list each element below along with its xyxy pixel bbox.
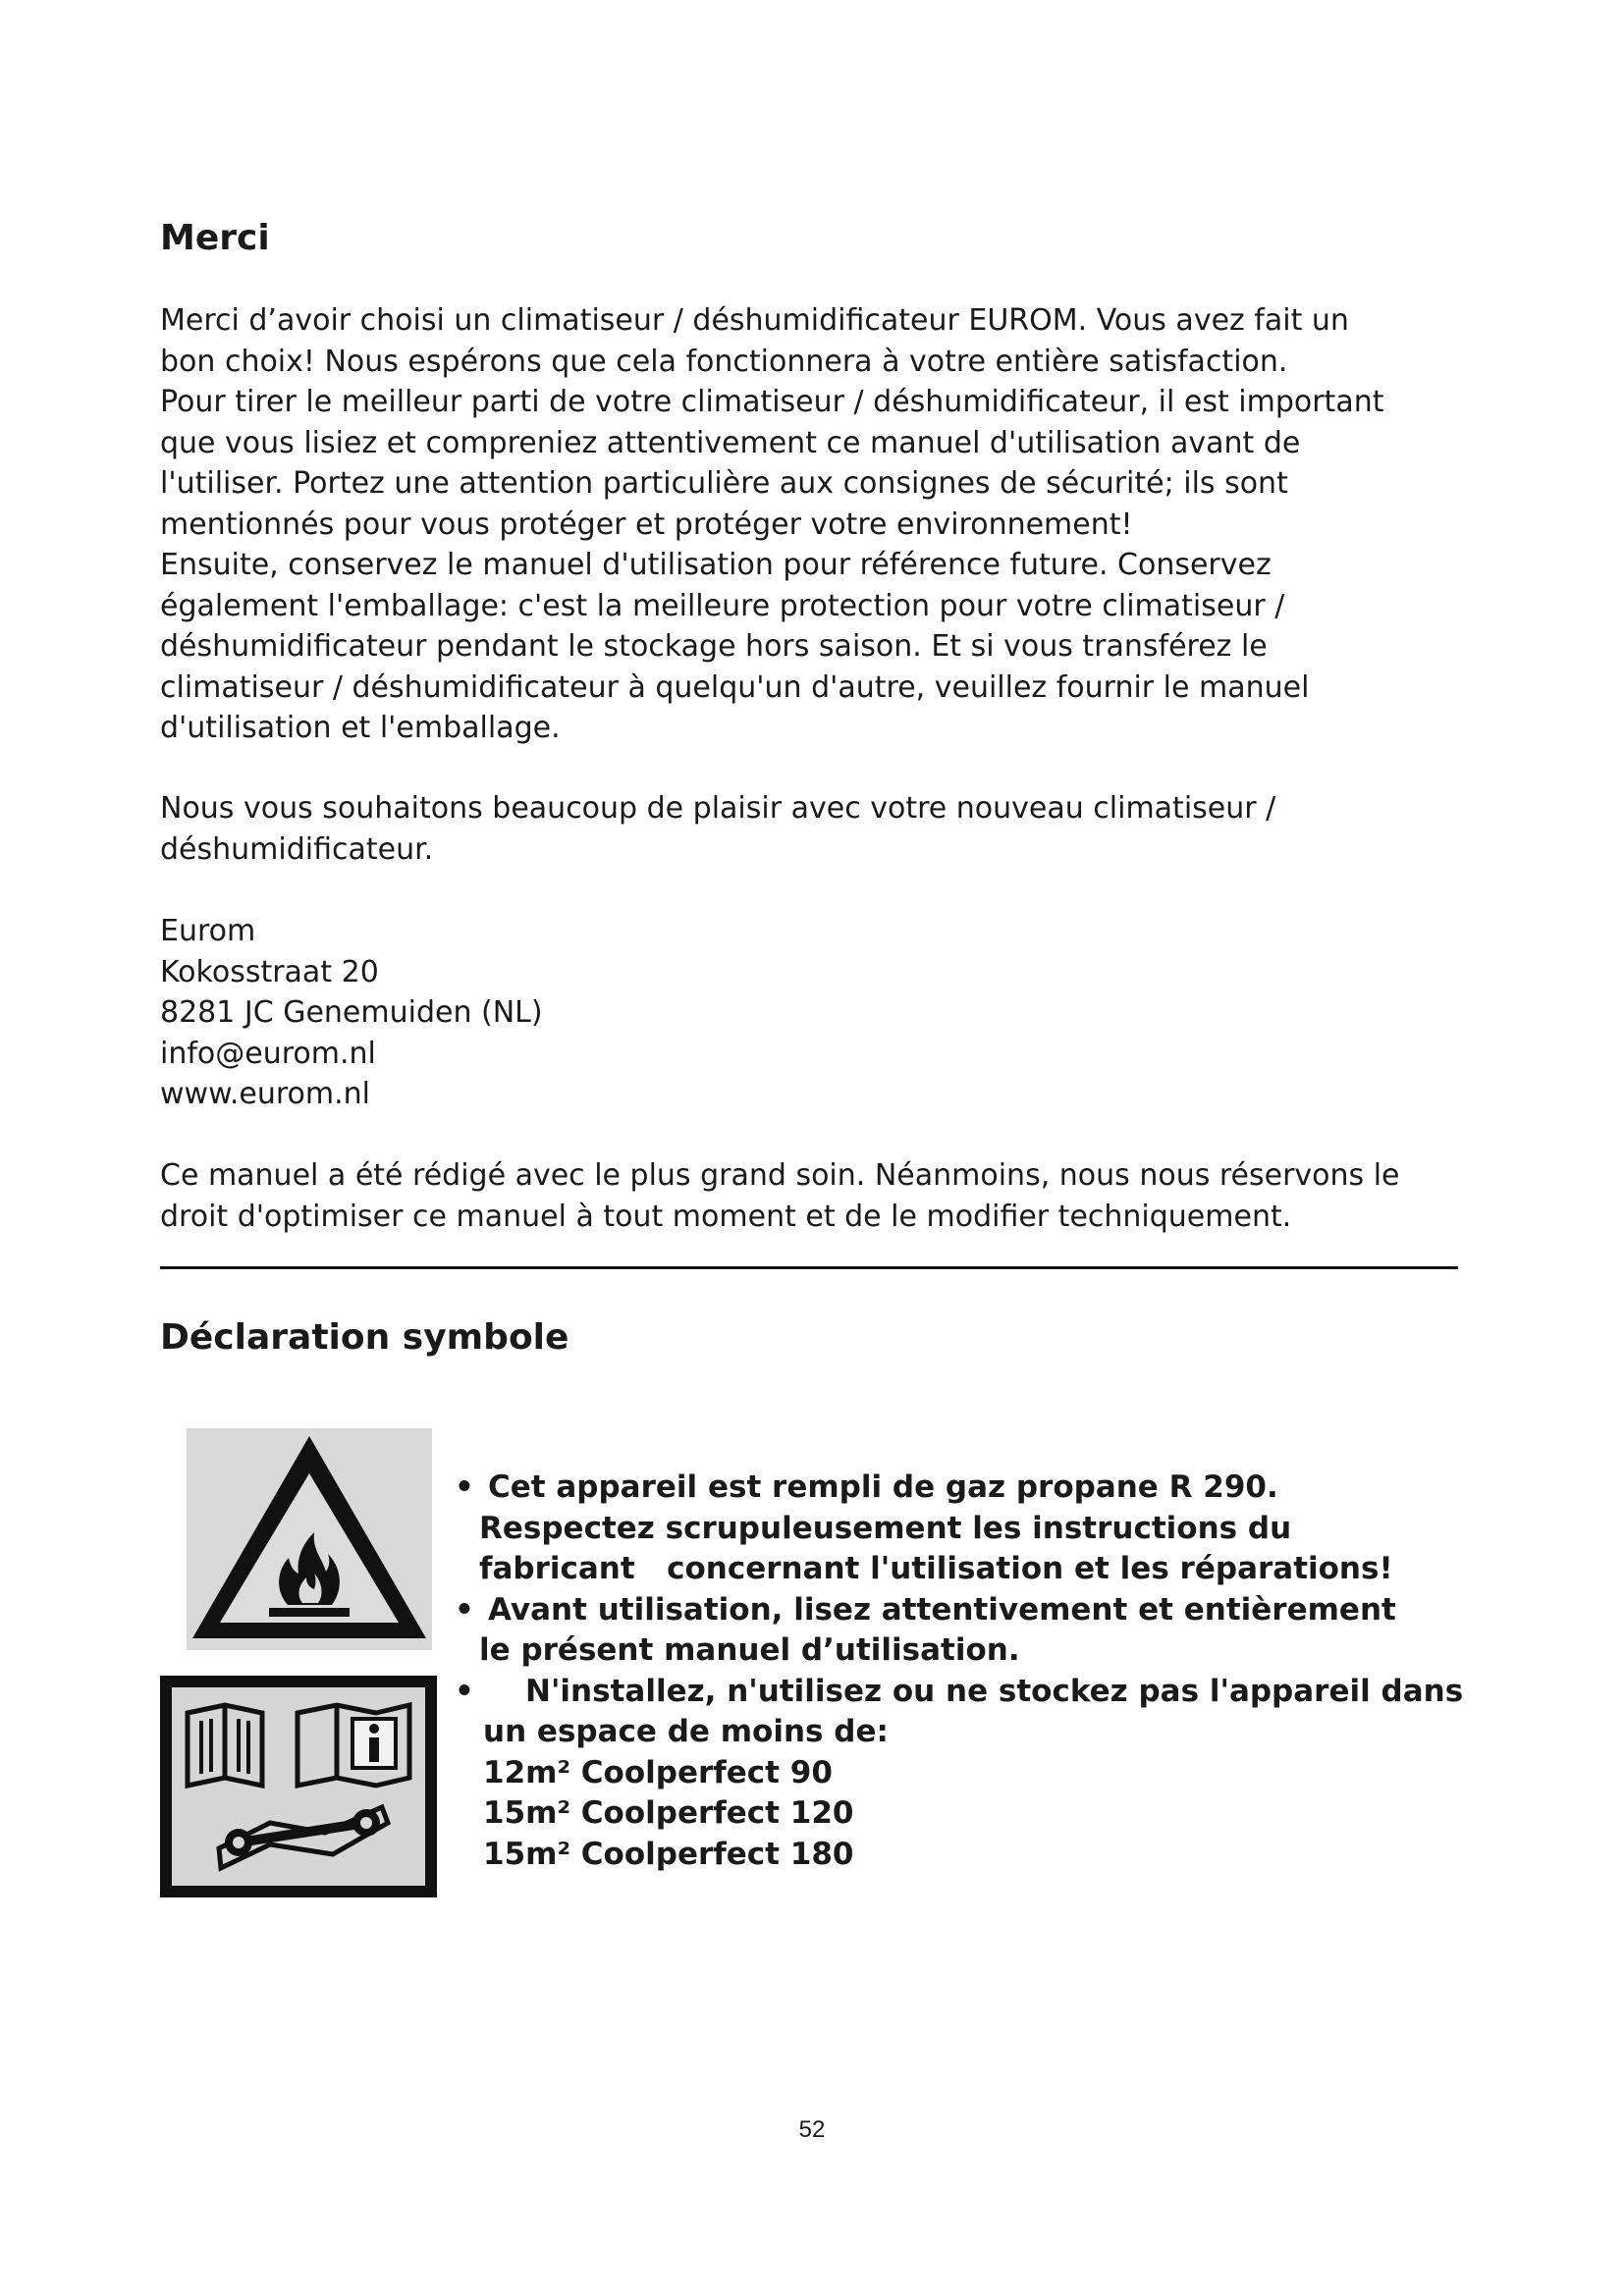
bullet-icon: •: [455, 1673, 474, 1709]
list-item: [455, 1468, 1463, 1509]
text-line: Pour tirer le meilleur parti de votre climatiseur / déshumidificateur, il est important: [160, 385, 1384, 419]
disclaimer-paragraph: [160, 1155, 1400, 1237]
address-block: [160, 911, 543, 1115]
section-title-declaration: Déclaration symbole: [160, 1317, 569, 1358]
text-line: Ce manuel a été rédigé avec le plus grand soin. Néanmoins, nous nous réservons le: [160, 1158, 1400, 1193]
text-line: Merci d’avoir choisi un climatiseur / déshumidificateur EUROM. Vous avez fait un: [160, 303, 1349, 338]
email-link[interactable]: info@eurom.nl: [160, 1036, 376, 1071]
list-item-text: le présent manuel d’utilisation.: [479, 1632, 1020, 1668]
text-line: droit d'optimiser ce manuel à tout moment et de le modifier techniquement.: [160, 1199, 1292, 1234]
model-room-size: 12m² Coolperfect 90: [483, 1754, 833, 1790]
bullet-icon: •: [455, 1591, 474, 1628]
section-divider: [160, 1266, 1458, 1269]
read-manual-icon: [160, 1676, 437, 1897]
model-room-size: 15m² Coolperfect 120: [483, 1795, 854, 1831]
list-item-text: un espace de moins de:: [483, 1714, 889, 1749]
text-line: déshumidificateur pendant le stockage hors saison. Et si vous transférez le: [160, 629, 1268, 664]
wishes-paragraph: [160, 788, 1275, 870]
text-line: bon choix! Nous espérons que cela fonctionnera à votre entière satisfaction.: [160, 344, 1288, 379]
website-link[interactable]: www.eurom.nl: [160, 1077, 370, 1111]
section-title-merci: Merci: [160, 218, 270, 258]
street-address: Kokosstraat 20: [160, 954, 379, 989]
text-line: déshumidificateur.: [160, 831, 434, 867]
model-room-size: 15m² Coolperfect 180: [483, 1836, 854, 1872]
text-line: Ensuite, conservez le manuel d'utilisation pour référence future. Conservez: [160, 548, 1272, 582]
text-line: l'utiliser. Portez une attention particulière aux consignes de sécurité; ils sont: [160, 466, 1288, 501]
text-line: climatiseur / déshumidificateur à quelqu'un d'autre, veuillez fournir le manuel: [160, 669, 1310, 705]
list-item-text: Respectez scrupuleusement les instructions du: [479, 1510, 1292, 1546]
intro-paragraph: [160, 300, 1383, 749]
text-line: d'utilisation et l'emballage.: [160, 711, 561, 745]
list-item-text: N'installez, n'utilisez ou ne stockez pas l'appareil dans: [525, 1673, 1464, 1709]
list-item-text: Cet appareil est rempli de gaz propane R 290.: [488, 1469, 1278, 1505]
company-name: Eurom: [160, 914, 256, 948]
postal-city: 8281 JC Genemuiden (NL): [160, 995, 543, 1030]
list-item: [455, 1590, 1463, 1631]
warning-list: [455, 1468, 1463, 1875]
text-line: que vous lisiez et compreniez attentivement ce manuel d'utilisation avant de: [160, 425, 1301, 460]
text-line: mentionnés pour vous protéger et protéger votre environnement!: [160, 507, 1133, 542]
list-item: [455, 1672, 1463, 1713]
flammable-warning-icon: [187, 1428, 432, 1650]
page-number: 52: [798, 2116, 826, 2143]
text-line: Nous vous souhaitons beaucoup de plaisir avec votre nouveau climatiseur /: [160, 791, 1276, 826]
bullet-icon: •: [455, 1469, 474, 1505]
text-line: également l'emballage: c'est la meilleure protection pour votre climatiseur /: [160, 588, 1285, 623]
list-item-text: fabricant concernant l'utilisation et les réparations!: [479, 1551, 1393, 1586]
list-item-text: Avant utilisation, lisez attentivement et entièrement: [488, 1591, 1396, 1628]
